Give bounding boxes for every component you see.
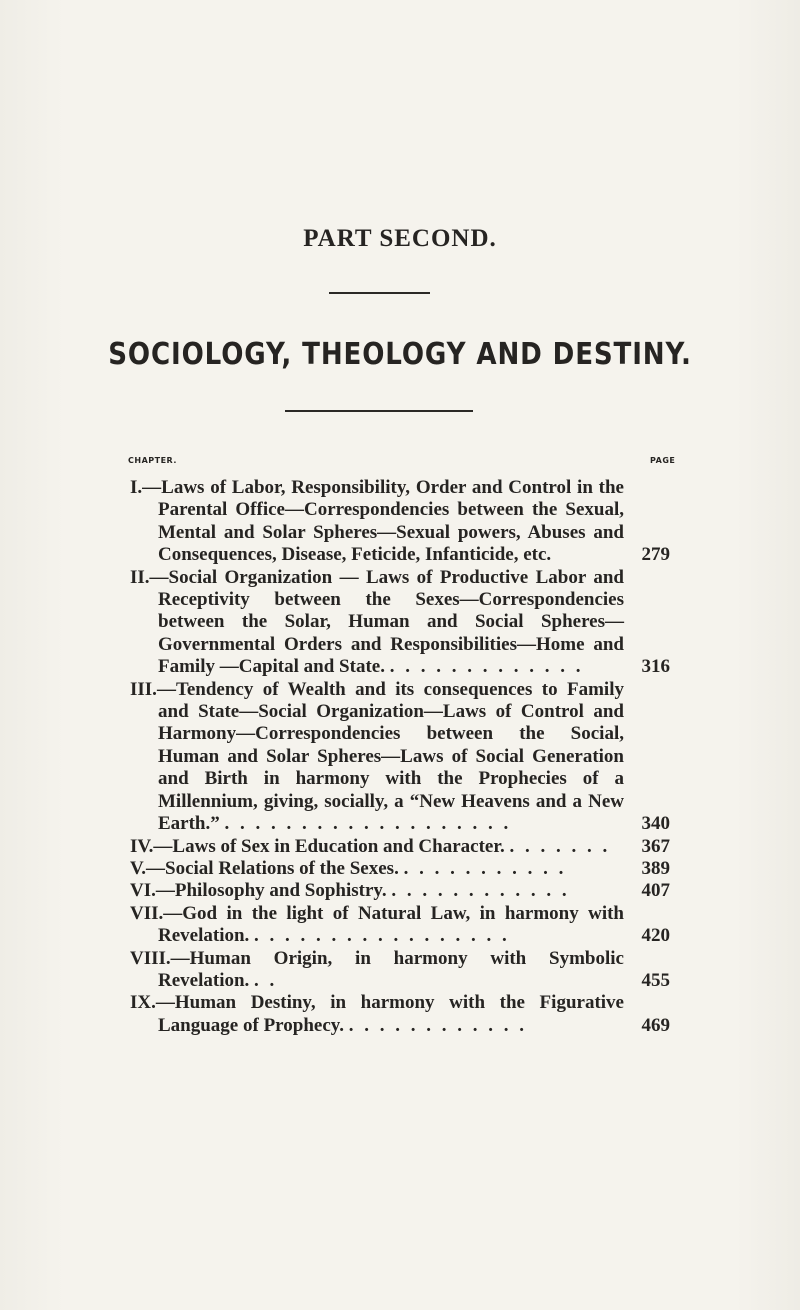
toc-entry-4 (130, 836, 670, 858)
chapter-description: —Social Relations of the Sexes. (146, 857, 399, 879)
toc-entry-5 (130, 858, 670, 880)
chapter-numeral: VI. (130, 880, 156, 902)
toc-entry-8 (130, 948, 670, 993)
chapter-numeral: V. (130, 857, 147, 879)
chapter-description: —Laws of Labor, Responsibility, Order and Control in the Parental Office—Correspondencies between the Sexual, Mental and Solar Spheres—Sexual powers, Abuses and Consequences, Disease, Feticide, Infanticide, etc. (142, 477, 624, 566)
dot-leader: . . . . . . . . . . . . . (389, 656, 584, 678)
chapter-description: —Tendency of Wealth and its consequences to Family and State—Social Organization—Laws of Control and Harmony—Correspondencies between the Social, Human and Solar Spheres—Laws of Social Generation and Birth in harmony with the Prophecies of a Millennium, giving, socially, a “New Heavens and a New Earth.” (156, 678, 624, 835)
page-number: 469 (641, 1014, 670, 1036)
chapter-numeral: VIII. (130, 947, 171, 969)
chapter-numeral: IV. (130, 835, 154, 857)
page-number: 407 (641, 880, 670, 902)
divider-rule-bottom (285, 410, 473, 412)
toc-entry-2 (130, 567, 670, 679)
page-number: 367 (641, 835, 670, 857)
chapter-description: —Social Organization — Laws of Productive Labor and Receptivity between the Sexes—Correspondencies between the Solar, Human and Social Spheres—Governmental Orders and Responsibilities—Home and Family —Capital and State. (149, 566, 624, 678)
toc-entry-3 (130, 679, 670, 836)
toc-entry-1 (130, 477, 670, 567)
page-number: 455 (641, 969, 670, 991)
divider-rule-top (329, 292, 430, 294)
chapter-numeral: IX. (130, 992, 156, 1014)
dot-leader: . . . . . . . . . . . . . . . . . (254, 925, 510, 947)
page-column-header: PAGE (650, 456, 676, 465)
toc-entry-9 (130, 992, 670, 1037)
table-of-contents (130, 477, 670, 1037)
chapter-description: —God in the light of Natural Law, in harmony with Revelation. (158, 902, 624, 947)
dot-leader: . . . . . . . . . . . (403, 857, 567, 879)
chapter-numeral: VII. (130, 902, 164, 924)
page-number: 340 (641, 813, 670, 835)
toc-entry-6 (130, 880, 670, 902)
chapter-description: —Human Destiny, in harmony with the Figurative Language of Prophecy. (155, 992, 624, 1036)
dot-leader: . . . . . . . . . . . . . . . . . . . (224, 813, 512, 835)
part-heading: PART SECOND. (303, 225, 497, 252)
chapter-numeral: I. (130, 477, 143, 498)
chapter-description: —Philosophy and Sophistry. (155, 880, 387, 902)
chapter-description: —Laws of Sex in Education and Character. (153, 835, 505, 857)
chapter-column-header: CHAPTER. (128, 456, 177, 465)
section-title: SOCIOLOGY, THEOLOGY AND DESTINY. (108, 337, 692, 372)
chapter-description: —Human Origin, in harmony with Symbolic Revelation. (158, 947, 624, 991)
page-number: 389 (641, 857, 670, 879)
chapter-numeral: III. (130, 678, 157, 700)
toc-entry-7 (130, 903, 670, 948)
page-number: 279 (641, 544, 670, 566)
dot-leader: . . (254, 969, 278, 991)
dot-leader: . . . . . . . (509, 835, 611, 857)
page-number: 420 (641, 925, 670, 947)
page-number: 316 (641, 656, 670, 678)
dot-leader: . . . . . . . . . . . . (348, 1014, 527, 1036)
chapter-numeral: II. (130, 566, 150, 588)
dot-leader: . . . . . . . . . . . . (391, 880, 570, 902)
